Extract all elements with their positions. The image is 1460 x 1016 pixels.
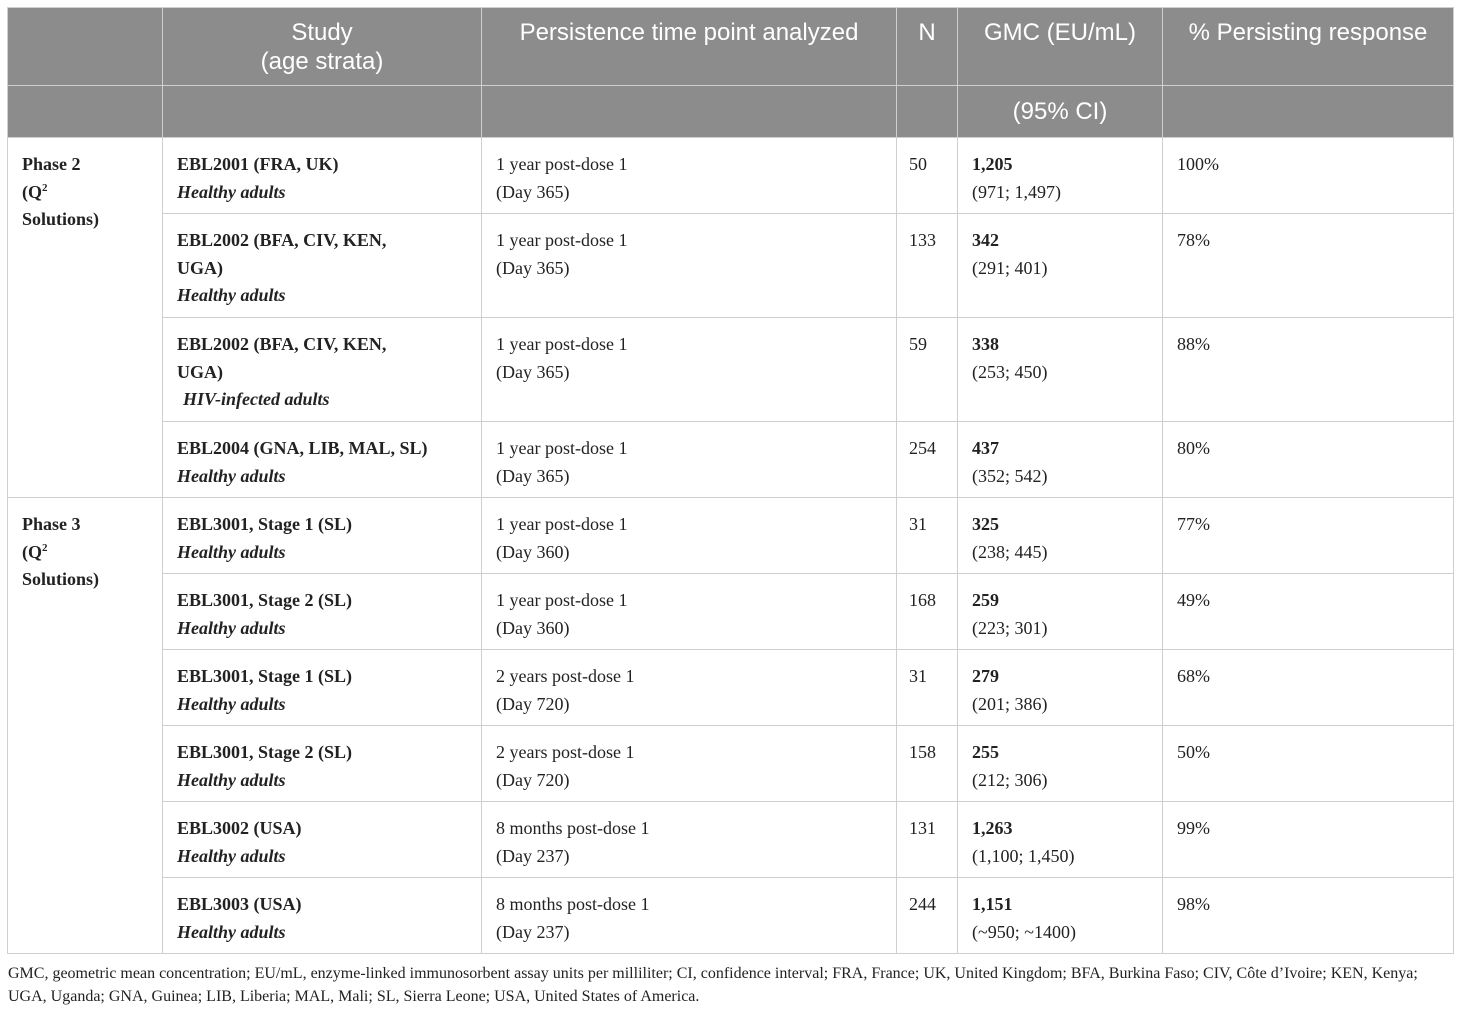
study-cell [163, 214, 482, 318]
table-row [8, 650, 1454, 726]
gmc-cell [958, 574, 1163, 650]
population: HIV-infected adults [183, 389, 330, 409]
gmc-ci: (971; 1,497) [972, 181, 1061, 202]
timepoint: 2 years post-dose 1 [496, 742, 635, 762]
timepoint-day: (Day 365) [496, 257, 570, 278]
lab-suffix: Solutions) [22, 569, 100, 589]
lab-label: ($Q^2$ [22, 181, 48, 202]
study-cell [163, 498, 482, 574]
persisting-cell: 50% [1163, 726, 1454, 802]
persistence-table [7, 7, 1454, 954]
timepoint: 8 months post-dose 1 [496, 818, 650, 838]
table-row [8, 878, 1454, 954]
n-cell: 168 [897, 574, 958, 650]
table-row [8, 574, 1454, 650]
gmc-cell [958, 726, 1163, 802]
timepoint-cell [482, 318, 897, 422]
n-cell: 59 [897, 318, 958, 422]
study-name: EBL2002 (BFA, CIV, KEN, [177, 334, 387, 354]
header-age-strata: (age strata) [260, 48, 384, 75]
timepoint-cell [482, 138, 897, 214]
persisting-cell: 78% [1163, 214, 1454, 318]
gmc-cell [958, 422, 1163, 498]
timepoint: 1 year post-dose 1 [496, 334, 628, 354]
header-timepoint: Persistence time point analyzed [482, 8, 897, 86]
gmc-value: 255 [972, 742, 999, 762]
n-cell: 133 [897, 214, 958, 318]
gmc-value: 1,263 [972, 818, 1013, 838]
study-name: EBL3001, Stage 2 (SL) [177, 742, 353, 762]
table-row [8, 498, 1454, 574]
population: Healthy adults [177, 541, 286, 562]
timepoint-day: (Day 360) [496, 541, 570, 562]
gmc-cell [958, 138, 1163, 214]
persisting-cell: 49% [1163, 574, 1454, 650]
header-study [163, 8, 482, 86]
persisting-cell: 98% [1163, 878, 1454, 954]
gmc-value: 338 [972, 334, 999, 354]
lab-label: ($Q^2$ [22, 541, 48, 562]
gmc-value: 437 [972, 438, 999, 458]
gmc-cell [958, 802, 1163, 878]
study-name-cont: UGA) [177, 361, 223, 382]
gmc-value: 1,151 [972, 894, 1013, 914]
population: Healthy adults [177, 617, 286, 638]
timepoint-day: (Day 365) [496, 181, 570, 202]
gmc-value: 325 [972, 514, 999, 534]
persisting-cell: 68% [1163, 650, 1454, 726]
header-gmc: GMC (EU/mL) [958, 8, 1163, 86]
timepoint-day: (Day 360) [496, 617, 570, 638]
study-name: EBL3001, Stage 2 (SL) [177, 590, 353, 610]
phase-cell [8, 138, 163, 498]
n-cell: 31 [897, 498, 958, 574]
study-name: EBL3003 (USA) [177, 894, 302, 914]
n-cell: 254 [897, 422, 958, 498]
population: Healthy adults [177, 769, 286, 790]
study-cell [163, 878, 482, 954]
gmc-value: 279 [972, 666, 999, 686]
phase-cell [8, 498, 163, 954]
timepoint-cell [482, 726, 897, 802]
n-cell: 50 [897, 138, 958, 214]
timepoint: 2 years post-dose 1 [496, 666, 635, 686]
gmc-ci: (291; 401) [972, 257, 1048, 278]
timepoint-cell [482, 574, 897, 650]
table-row [8, 802, 1454, 878]
timepoint-cell [482, 650, 897, 726]
timepoint-day: (Day 365) [496, 465, 570, 486]
study-name: EBL2001 (FRA, UK) [177, 154, 339, 174]
study-cell [163, 650, 482, 726]
gmc-ci: (212; 306) [972, 769, 1048, 790]
timepoint-day: (Day 720) [496, 769, 570, 790]
gmc-ci: (1,100; 1,450) [972, 845, 1075, 866]
n-cell: 158 [897, 726, 958, 802]
header-n: N [897, 8, 958, 86]
n-cell: 244 [897, 878, 958, 954]
gmc-cell [958, 318, 1163, 422]
n-cell: 31 [897, 650, 958, 726]
gmc-ci: (238; 445) [972, 541, 1048, 562]
study-name: EBL3001, Stage 1 (SL) [177, 514, 353, 534]
timepoint-cell [482, 878, 897, 954]
study-cell [163, 574, 482, 650]
study-name: EBL2004 (GNA, LIB, MAL, SL) [177, 438, 428, 458]
gmc-cell [958, 498, 1163, 574]
population: Healthy adults [177, 921, 286, 942]
timepoint: 1 year post-dose 1 [496, 154, 628, 174]
timepoint: 1 year post-dose 1 [496, 590, 628, 610]
timepoint: 1 year post-dose 1 [496, 514, 628, 534]
gmc-ci: (201; 386) [972, 693, 1048, 714]
study-name: EBL3001, Stage 1 (SL) [177, 666, 353, 686]
gmc-cell [958, 878, 1163, 954]
gmc-value: 259 [972, 590, 999, 610]
phase-label: Phase 3 [22, 514, 81, 534]
timepoint-day: (Day 720) [496, 693, 570, 714]
table-body [8, 138, 1454, 954]
timepoint: 1 year post-dose 1 [496, 230, 628, 250]
timepoint-day: (Day 237) [496, 921, 570, 942]
n-cell: 131 [897, 802, 958, 878]
persisting-cell: 80% [1163, 422, 1454, 498]
population: Healthy adults [177, 285, 286, 305]
study-name-cont: UGA) [177, 257, 223, 278]
population: Healthy adults [177, 465, 286, 486]
gmc-ci: (352; 542) [972, 465, 1048, 486]
timepoint-day: (Day 365) [496, 361, 570, 382]
study-cell [163, 726, 482, 802]
timepoint-cell [482, 498, 897, 574]
study-cell [163, 802, 482, 878]
study-cell [163, 138, 482, 214]
gmc-ci: (223; 301) [972, 617, 1048, 638]
population: Healthy adults [177, 845, 286, 866]
timepoint-cell [482, 422, 897, 498]
study-cell [163, 422, 482, 498]
population: Healthy adults [177, 693, 286, 714]
timepoint: 1 year post-dose 1 [496, 438, 628, 458]
table-row [8, 214, 1454, 318]
header-phase [8, 8, 163, 86]
gmc-value: 1,205 [972, 154, 1013, 174]
header-persisting: % Persisting response [1163, 8, 1454, 86]
persisting-cell: 77% [1163, 498, 1454, 574]
gmc-cell [958, 214, 1163, 318]
study-name: EBL3002 (USA) [177, 818, 302, 838]
table-row [8, 422, 1454, 498]
header-ci: (95% CI) [958, 86, 1163, 138]
lab-suffix: Solutions) [22, 209, 100, 229]
table-row [8, 726, 1454, 802]
gmc-ci: (~950; ~1400) [972, 921, 1076, 942]
footnote: GMC, geometric mean concentration; EU/mL, enzyme-linked immunosorbent assay units per milliliter; CI, confidence interval; FRA, France; UK, United Kingdom; BFA, Burkina Faso; CIV, Côte d’Ivoire; KEN, Kenya; UGA, Uganda; GNA, Guinea; LIB, Liberia; MAL, Mali; SL, Sierra Leone; USA, United States of America. [8, 965, 1418, 1005]
persisting-cell: 99% [1163, 802, 1454, 878]
population: Healthy adults [177, 181, 286, 202]
phase-label: Phase 2 [22, 154, 81, 174]
header-study-label: Study [291, 19, 353, 46]
timepoint: 8 months post-dose 1 [496, 894, 650, 914]
gmc-ci: (253; 450) [972, 361, 1048, 382]
table-row [8, 138, 1454, 214]
table-row [8, 318, 1454, 422]
study-name: EBL2002 (BFA, CIV, KEN, [177, 230, 387, 250]
timepoint-day: (Day 237) [496, 845, 570, 866]
persisting-cell: 88% [1163, 318, 1454, 422]
persisting-cell: 100% [1163, 138, 1454, 214]
timepoint-cell [482, 802, 897, 878]
gmc-cell [958, 650, 1163, 726]
gmc-value: 342 [972, 230, 999, 250]
timepoint-cell [482, 214, 897, 318]
study-cell [163, 318, 482, 422]
